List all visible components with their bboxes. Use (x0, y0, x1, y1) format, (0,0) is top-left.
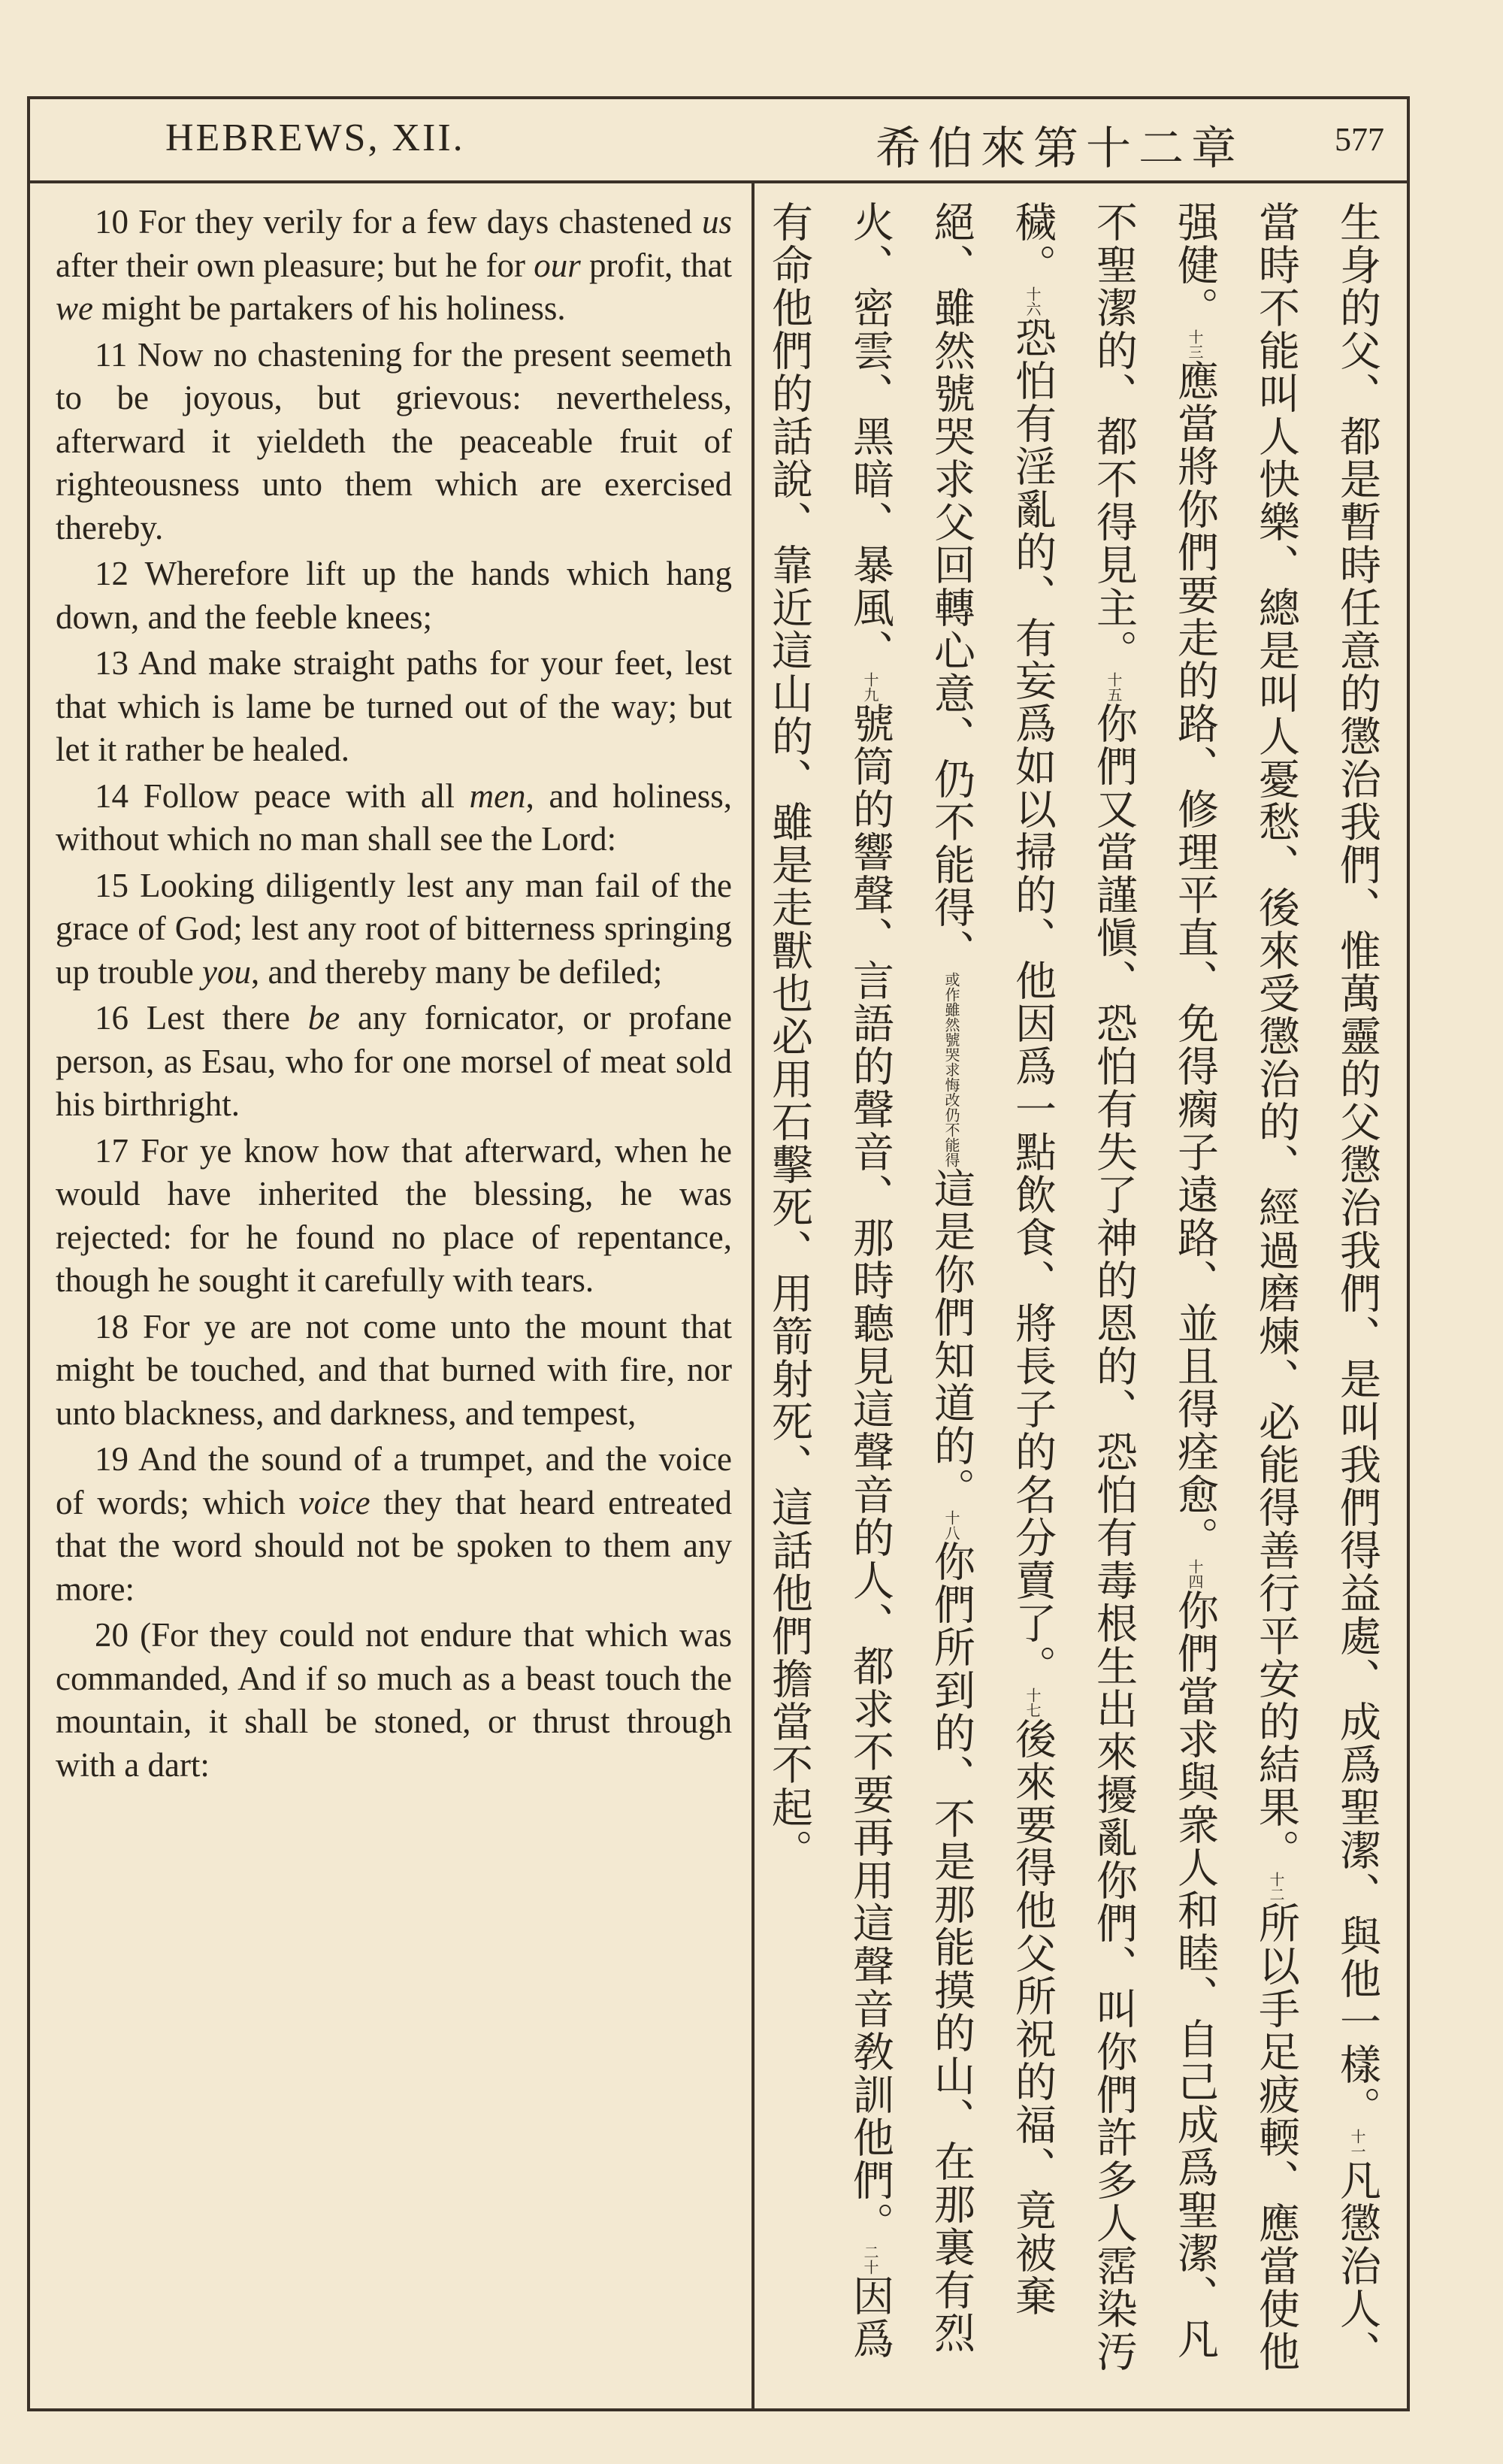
verse-text: Wherefore lift up the hands which hang down, and the feeble knees; (56, 555, 733, 636)
verse-text: And the sound of a trumpet, and the voice of words; which (56, 1440, 732, 1521)
verse-text: For ye know how that afterward, when he would have inherited the blessing, he was rejected: for he found no place of repentance, though he sought it carefully with tears. (56, 1131, 733, 1299)
running-header (30, 99, 1407, 183)
verse-13 (56, 642, 732, 772)
verse-text: Follow peace with all (143, 776, 470, 815)
chinese-running-title: 希伯來第十二章 (875, 123, 1244, 175)
verse-text: (For they could not endure that which was commanded, And if so much as a beast touch the mountain, it shall be stoned, or thrust through with a dart: (56, 1616, 732, 1784)
verse-text: And make straight paths for your feet, lest that which is lame be turned out of the way; but let it rather be healed. (56, 644, 732, 768)
chinese-verse-number: 十三 (1186, 329, 1204, 359)
verse-18 (56, 1306, 732, 1436)
verse-11 (56, 334, 732, 550)
italic-text: we (56, 289, 93, 327)
verse-14 (56, 775, 732, 861)
verse-number: 19 (95, 1440, 129, 1478)
chinese-text-segment: 你們所到的、不是那能摸的山、在那裏有烈火、密雲、黑暗、暴風、 (846, 201, 975, 2354)
chinese-text-segment: 因爲有命他們的話說、靠近這山的、雖是走獸也必用石擊死、用箭射死、這話他們擔當不起。 (765, 201, 894, 2360)
verse-text: any fornicator, or profane person, as Esau, who for one morsel of meat sold his birthright. (56, 999, 732, 1123)
chinese-text-segment: 號筒的響聲、言語的聲音、那時聽見這聲音的人、都求不要再用這聲音敎訓他們。 (846, 702, 894, 2245)
verse-number: 15 (95, 866, 129, 904)
verse-text: , and thereby many be defiled; (250, 952, 663, 991)
italic-text: voice (298, 1483, 370, 1521)
verse-text: Now no chastening for the present seemeth to be joyous, but grievous: nevertheless, afterward it yieldeth the peaceable fruit of righteousness unto them which are exercised thereby. (56, 335, 733, 546)
verse-19 (56, 1438, 732, 1611)
verse-text: after their own pleasure; but he for (56, 246, 534, 284)
verse-12 (56, 552, 732, 639)
verse-number: 14 (95, 776, 129, 815)
verse-text: they that heard entreated that the word should not be spoken to them any more: (56, 1483, 732, 1608)
chinese-text-segment: 凡懲治人、當時不能叫人快樂、總是叫人憂愁、後來受懲治的、經過磨煉、必能得善行平安的結果。 (1252, 201, 1381, 2373)
verse-text: profit, that (580, 246, 732, 284)
verse-text: Lest there (146, 999, 308, 1037)
chinese-text-segment: 你們又當謹愼、恐怕有失了神的恩的、恐怕有毒根生出來擾亂你們、叫你們許多人霑染汚穢。 (1009, 201, 1138, 2373)
chinese-verse-number: 十九 (861, 672, 879, 702)
italic-text: our (534, 246, 581, 284)
verse-17 (56, 1130, 732, 1303)
verse-text: For they verily for a few days chastened (138, 203, 702, 241)
english-running-title: HEBREWS, XII. (165, 117, 465, 159)
verse-number: 17 (95, 1131, 129, 1170)
chinese-text-segment: 恐怕有淫亂的、有妄爲如以掃的、他因爲一點飲食、將長子的名分賣了。 (1009, 316, 1057, 1688)
verse-number: 12 (95, 555, 129, 592)
verse-15 (56, 864, 732, 994)
verse-number: 11 (95, 335, 128, 374)
page-frame (27, 96, 1410, 2411)
chinese-text-segment: 這是你們知道的。 (927, 1167, 975, 1510)
verse-number: 18 (95, 1307, 129, 1346)
english-column (56, 201, 732, 2396)
page-number: 577 (1335, 121, 1384, 158)
chinese-text-segment: 所以手足疲輭、應當使他强健。 (1171, 201, 1300, 2373)
verse-number: 10 (95, 203, 129, 241)
verse-10 (56, 201, 732, 331)
verse-text: , and holiness, without which no man shall see the Lord: (56, 776, 733, 858)
italic-text: men (469, 776, 526, 815)
chinese-verse-number: 十八 (942, 1510, 960, 1540)
verse-20 (56, 1614, 732, 1787)
verse-number: 20 (95, 1616, 129, 1654)
chinese-text-segment: 生身的父、都是暫時任意的懲治我們、惟萬靈的父懲治我們、是叫我們得益處、成爲聖潔、與他一樣。 (1333, 201, 1381, 2129)
chinese-text-segment: 你們當求與衆人和睦、自己成爲聖潔、凡不聖潔的、都不得見主。 (1090, 201, 1219, 2360)
chinese-column (765, 201, 1398, 2388)
chinese-verse-number: 十六 (1024, 286, 1042, 316)
verse-16 (56, 997, 732, 1127)
chinese-verse-number: 十七 (1024, 1688, 1042, 1718)
chinese-verse-number: 十一 (1348, 2129, 1366, 2159)
chinese-verse-number: 二十 (861, 2245, 879, 2275)
italic-text: us (701, 203, 732, 241)
verse-number: 13 (95, 644, 129, 682)
chinese-verse-number: 十四 (1186, 1559, 1204, 1589)
verse-text: For ye are not come unto the mount that might be touched, and that burned with fire, nor unto blackness, and darkness, and tempest, (56, 1307, 732, 1432)
chinese-text-block (765, 201, 1398, 2373)
verse-number: 16 (95, 999, 129, 1037)
chinese-text-segment: 後來要得他父所祝的福、竟被棄絕、雖然號哭求父回轉心意、仍不能得、 (927, 201, 1057, 2317)
chinese-verse-number: 十二 (1267, 1872, 1285, 1902)
chinese-verse-number: 十五 (1105, 672, 1123, 702)
italic-text: you (201, 952, 251, 991)
chinese-text-segment: 應當將你們要走的路、修理平直、免得瘸子遠路、並且得痊愈。 (1171, 359, 1219, 1559)
italic-text: be (307, 999, 340, 1037)
chinese-verse-number: 或作雖然號哭求悔改仍不能得 (942, 972, 960, 1167)
verse-text: Looking diligently lest any man fail of the grace of God; lest any root of bitterness springing up trouble (56, 866, 733, 991)
verse-text: might be partakers of his holiness. (93, 289, 566, 327)
